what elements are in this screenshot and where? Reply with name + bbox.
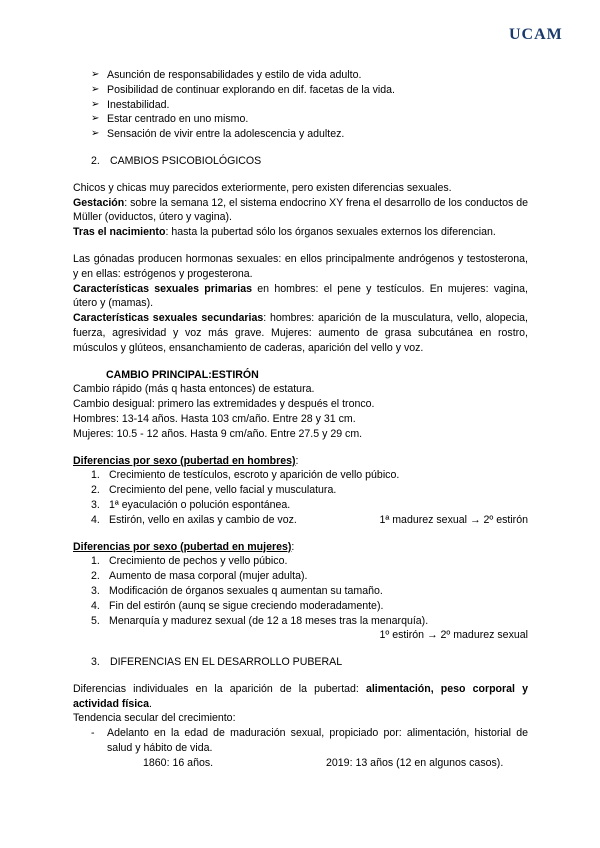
paragraph [73,282,528,312]
list-item: 4. Fin del estirón (aunq se sigue creciendo moderadamente). [91,599,384,612]
list-item-text: 1ª eyaculación o polución espontánea. [109,498,291,511]
list-item: ➢ Asunción de responsabilidades y estilo de vida adulto. [91,68,528,83]
paragraph [73,682,528,712]
list-item: 3. 1ª eyaculación o polución espontánea. [91,498,291,511]
mujeres-title: Diferencias por sexo (pubertad en mujeres) [73,540,292,553]
bold-term: alimentación, peso corporal y actividad física [73,682,528,710]
list-item: 5. Menarquía y madurez sexual (de 12 a 18 meses tras la menarquía). [91,614,429,627]
list-item-text: Fin del estirón (aunq se sigue creciendo moderadamente). [109,599,384,612]
estiron-line: Cambio desigual: primero las extremidades y después el tronco. [73,398,375,411]
list-item-text: Crecimiento del pene, vello facial y musculatura. [109,484,337,497]
section-number: 3. [91,656,100,669]
mujeres-list [91,554,528,628]
paragraph: Las gónadas producen hormonas sexuales: en ellos principalmente andrógenos y testosterona, y en ellas: estrógenos y progesterona. [73,252,528,280]
paragraph [73,311,528,355]
list-item-text: Crecimiento de testículos, escroto y aparición de vello púbico. [109,469,400,482]
paragraph-text: . [148,697,152,710]
paragraph [73,225,528,240]
document-body [73,68,528,771]
estiron-title: CAMBIO PRINCIPAL:ESTIRÓN [106,368,259,381]
subheading: Diferencias por sexo (pubertad en mujeres): [73,540,295,553]
hombres-note: 1ª madurez sexual → 2º estirón [379,513,528,526]
list-item: 2. Aumento de masa corporal (mujer adulta). [91,570,308,583]
years-row [143,756,528,771]
ucam-logo: UCAM [509,26,563,43]
paragraph-text: : sobre la semana 12, el sistema endocrino XY frena el desarrollo de los conductos de Müller (oviductos, útero y vagina). [73,196,529,224]
hombres-list [91,468,528,527]
list-item-text: Modificación de órganos sexuales q aumentan su tamaño. [109,584,383,597]
paragraph [73,196,528,226]
hombres-title: Diferencias por sexo (pubertad en hombres) [73,454,296,467]
section-title: CAMBIOS PSICOBIOLÓGICOS [109,154,262,167]
dash-list [91,726,528,756]
list-item: ➢ Posibilidad de continuar explorando en dif. facetas de la vida. [91,83,528,98]
section-number: 2. [91,154,100,167]
paragraph: Chicos y chicas muy parecidos exteriormente, pero existen diferencias sexuales. [73,181,452,194]
section-heading-3 [91,655,528,670]
list-item: - Adelanto en la edad de maduración sexual, propiciado por: alimentación, historial de salud y hábito de vida. [91,726,528,756]
estiron-line: Cambio rápido (más q hasta entonces) de estatura. [73,383,315,396]
paragraph-text: Diferencias individuales en la aparición de la pubertad: [73,682,366,695]
subheading: Diferencias por sexo (pubertad en hombres): [73,454,299,467]
list-item: 3. Modificación de órganos sexuales q aumentan su tamaño. [91,584,383,597]
list-item: 1. Crecimiento de pechos y vello púbico. [91,555,288,568]
list-item: ➢ Inestabilidad. [91,98,528,113]
year-1860: 1860: 16 años. [143,756,214,769]
paragraph-text: en hombres: el pene y testículos. En mujeres: vagina, útero y (mamas). [73,282,528,310]
section-heading-2 [91,154,528,169]
estiron-line: Mujeres: 10.5 - 12 años. Hasta 9 cm/año. Entre 27.5 y 29 cm. [73,427,363,440]
list-item: 1. Crecimiento de testículos, escroto y aparición de vello púbico. [91,469,400,482]
year-2019: 2019: 13 años (12 en algunos casos). [326,756,504,769]
list-item-text: Aumento de masa corporal (mujer adulta). [109,570,308,583]
list-item: 4. Estirón, vello en axilas y cambio de voz. 1ª madurez sexual → 2º estirón [91,513,528,526]
paragraph-text: : hasta la pubertad sólo los órganos sexuales externos los diferencian. [165,226,496,239]
mujeres-note: 1º estirón → 2º madurez sexual [379,629,528,642]
paragraph: Tendencia secular del crecimiento: [73,712,236,725]
section-title: DIFERENCIAS EN EL DESARROLLO PUBERAL [109,656,343,669]
arrow-list [91,68,528,142]
list-item: 2. Crecimiento del pene, vello facial y musculatura. [91,484,337,497]
bold-term: Gestación [73,196,125,209]
bold-term: Tras el nacimiento [73,226,166,239]
bold-term: Características sexuales secundarias [73,312,264,325]
list-item-text: Crecimiento de pechos y vello púbico. [109,555,288,568]
list-item-text: Menarquía y madurez sexual (de 12 a 18 meses tras la menarquía). [109,614,429,627]
list-item: ➢ Estar centrado en uno mismo. [91,112,528,127]
list-item-text: Estirón, vello en axilas y cambio de voz. [109,513,297,526]
bold-term: Características sexuales primarias [73,282,252,295]
paragraph-text: : hombres: aparición de la musculatura, vello, alopecia, fuerza, agresividad y voz más grave. Mujeres: aumento de grasa subcutánea en rostro, músculos y glúteos, ensanchamiento de caderas, aparición del vello y voz. [73,312,529,354]
estiron-line: Hombres: 13-14 años. Hasta 103 cm/año. Entre 28 y 31 cm. [73,412,356,425]
list-item: ➢ Sensación de vivir entre la adolescencia y adultez. [91,127,528,142]
